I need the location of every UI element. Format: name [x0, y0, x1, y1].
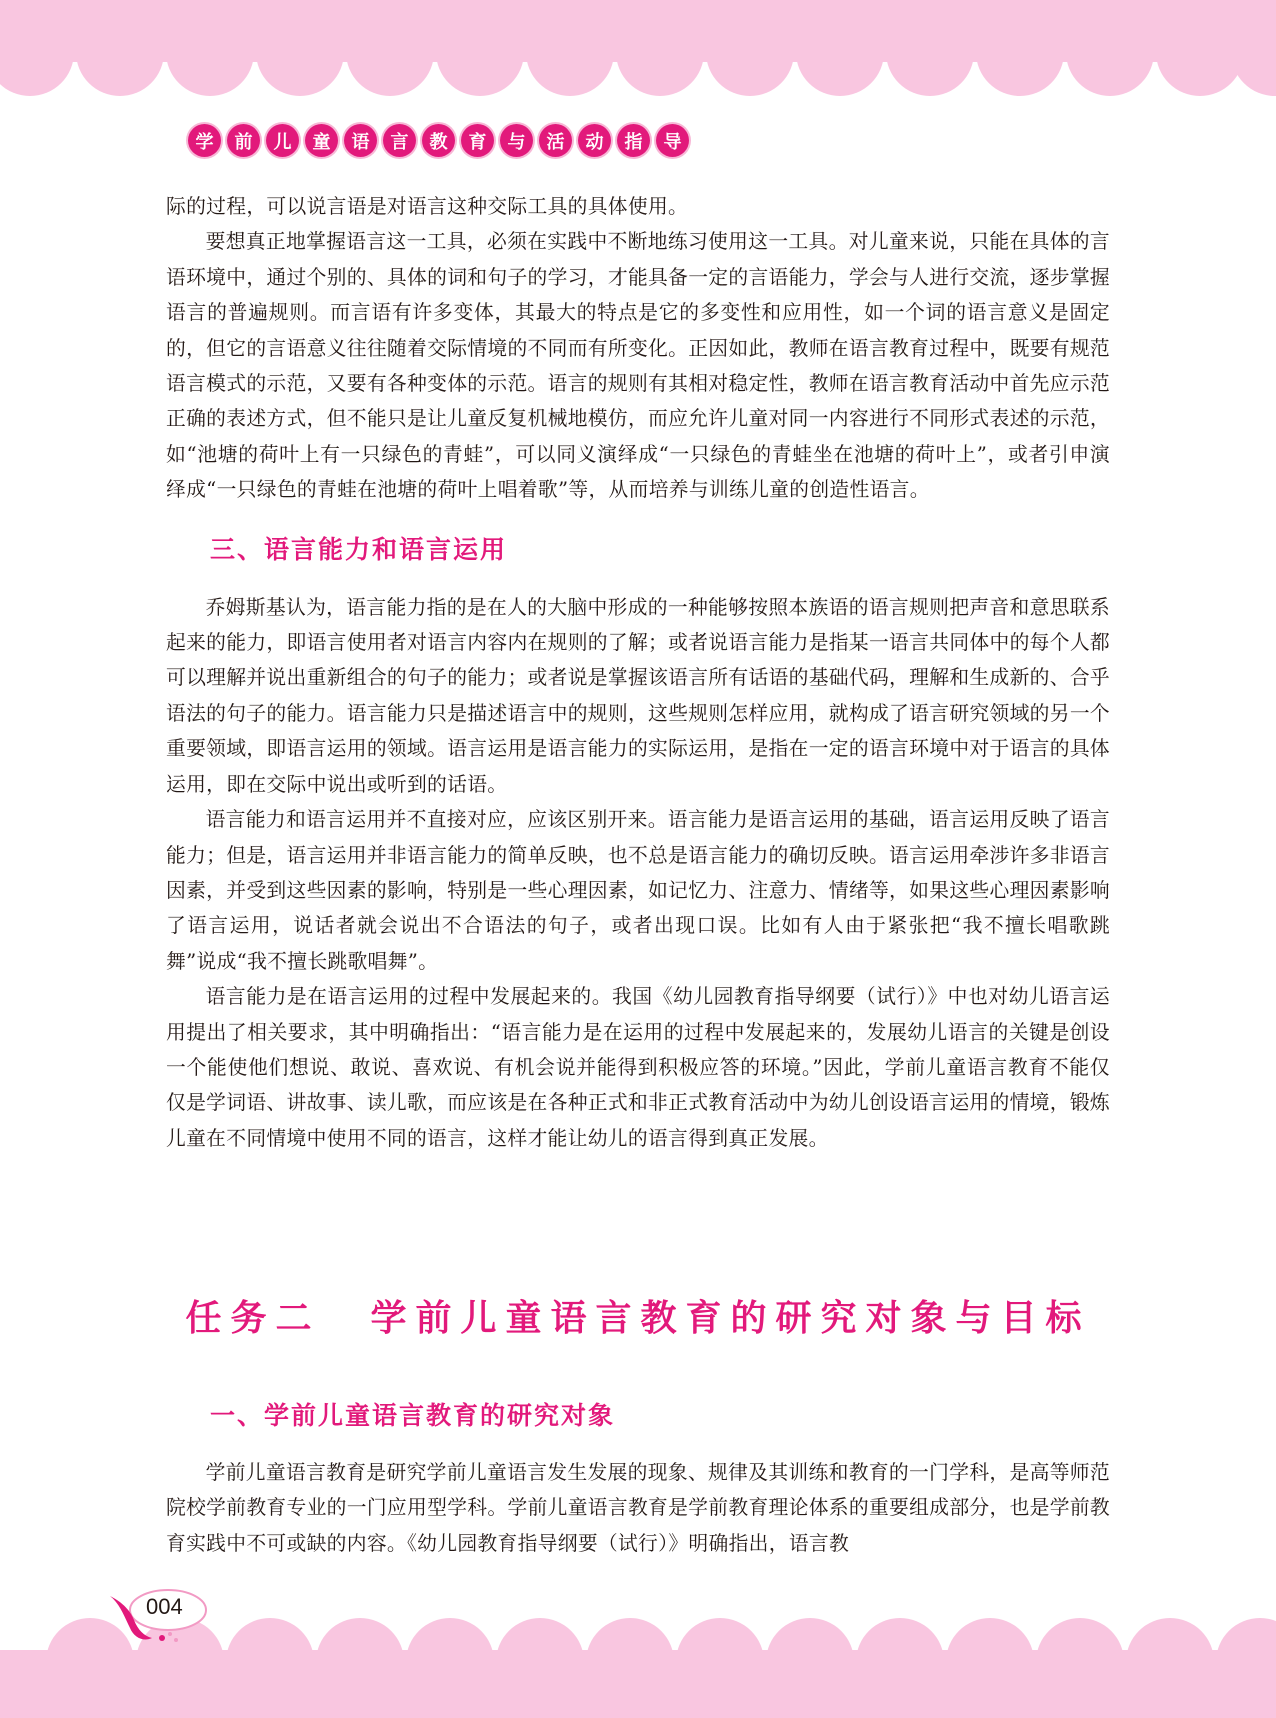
title-char: 活 [539, 124, 572, 157]
title-char: 导 [656, 124, 689, 157]
title-char: 与 [500, 124, 533, 157]
task-title [0, 1290, 1276, 1341]
main-text-bottom [166, 1455, 1110, 1561]
section-heading-3: 三、语言能力和语言运用 [210, 534, 508, 564]
title-char: 儿 [266, 124, 299, 157]
page-number: 004 [146, 1594, 183, 1619]
section-heading-1: 一、学前儿童语言教育的研究对象 [210, 1401, 616, 1430]
paragraph: 要想真正地掌握语言这一工具，必须在实践中不断地练习使用这一工具。对儿童来说，只能在具体的言语环境中，通过个别的、具体的词和句子的学习，才能具备一定的言语能力，学会与人进行交流，逐步掌握语言的普遍规则。而言语有许多变体，其最大的特点是它的多变性和应用性，如一个词的语言意义是固定的，但它的言语意义往往随着交际情境的不同而有所变化。正因如此，教师在语言教育过程中，既要有规范语言模式的示范，又要有各种变体的示范。语言的规则有其相对稳定性，教师在语言教育活动中首先应示范正确的表述方式，但不能只是让儿童反复机械地模仿，而应允许儿童对同一内容进行不同形式表述的示范，如“池塘的荷叶上有一只绿色的青蛙”，可以同义演绎成“一只绿色的青蛙坐在池塘的荷叶上”，或者引申演绎成“一只绿色的青蛙在池塘的荷叶上唱着歌”等，从而培养与训练儿童的创造性语言。 [166, 230, 1110, 502]
title-char: 教 [422, 124, 455, 157]
title-char: 童 [305, 124, 338, 157]
title-char: 语 [344, 124, 377, 157]
task-name: 学前儿童语言教育的研究对象与目标 [370, 1297, 1091, 1339]
book-title [188, 124, 689, 157]
title-char: 言 [383, 124, 416, 157]
title-char: 育 [461, 124, 494, 157]
paragraph: 语言能力和语言运用并不直接对应，应该区别开来。语言能力是语言运用的基础，语言运用反映了语言能力；但是，语言运用并非语言能力的简单反映，也不总是语言能力的确切反映。语言运用牵涉许多非语言因素，并受到这些因素的影响，特别是一些心理因素，如记忆力、注意力、情绪等，如果这些心理因素影响了语言运用，说话者就会说出不合语法的句子，或者出现口误。比如有人由于紧张把“我不擅长唱歌跳舞”说成“我不擅长跳歌唱舞”。 [166, 808, 1110, 973]
paragraph: 乔姆斯基认为，语言能力指的是在人的大脑中形成的一种能够按照本族语的语言规则把声音和意思联系起来的能力，即语言使用者对语言内容内在规则的了解；或者说语言能力是指某一语言共同体中的每个人都可以理解并说出重新组合的句子的能力；或者说是掌握该语言所有话语的基础代码，理解和生成新的、合乎语法的句子的能力。语言能力只是描述语言中的规则，这些规则怎样应用，就构成了语言研究领域的另一个重要领域，即语言运用的领域。语言运用是语言能力的实际运用，是指在一定的语言环境中对于语言的具体运用，即在交际中说出或听到的话语。 [166, 595, 1110, 796]
paragraph: 语言能力是在语言运用的过程中发展起来的。我国《幼儿园教育指导纲要（试行）》中也对幼儿语言运用提出了相关要求，其中明确指出：“语言能力是在运用的过程中发展起来的，发展幼儿语言的关键是创设一个能使他们想说、敢说、喜欢说、有机会说并能得到积极应答的环境。”因此，学前儿童语言教育不能仅仅是学词语、讲故事、读儿歌，而应该是在各种正式和非正式教育活动中为幼儿创设语言运用的情境，锻炼儿童在不同情境中使用不同的语言，这样才能让幼儿的语言得到真正发展。 [166, 985, 1110, 1150]
top-scallop-band [0, 0, 1276, 100]
task-label: 任务二 [185, 1297, 321, 1339]
title-char: 前 [227, 124, 260, 157]
main-text-top [166, 189, 1110, 1156]
paragraph: 际的过程，可以说言语是对语言这种交际工具的具体使用。 [166, 195, 689, 218]
title-char: 学 [188, 124, 221, 157]
title-char: 指 [617, 124, 650, 157]
page-number-badge [104, 1586, 214, 1656]
title-char: 动 [578, 124, 611, 157]
paragraph: 学前儿童语言教育是研究学前儿童语言发生发展的现象、规律及其训练和教育的一门学科，是高等师范院校学前教育专业的一门应用型学科。学前儿童语言教育是学前教育理论体系的重要组成部分，也是学前教育实践中不可或缺的内容。《幼儿园教育指导纲要（试行）》明确指出，语言教 [166, 1461, 1110, 1555]
